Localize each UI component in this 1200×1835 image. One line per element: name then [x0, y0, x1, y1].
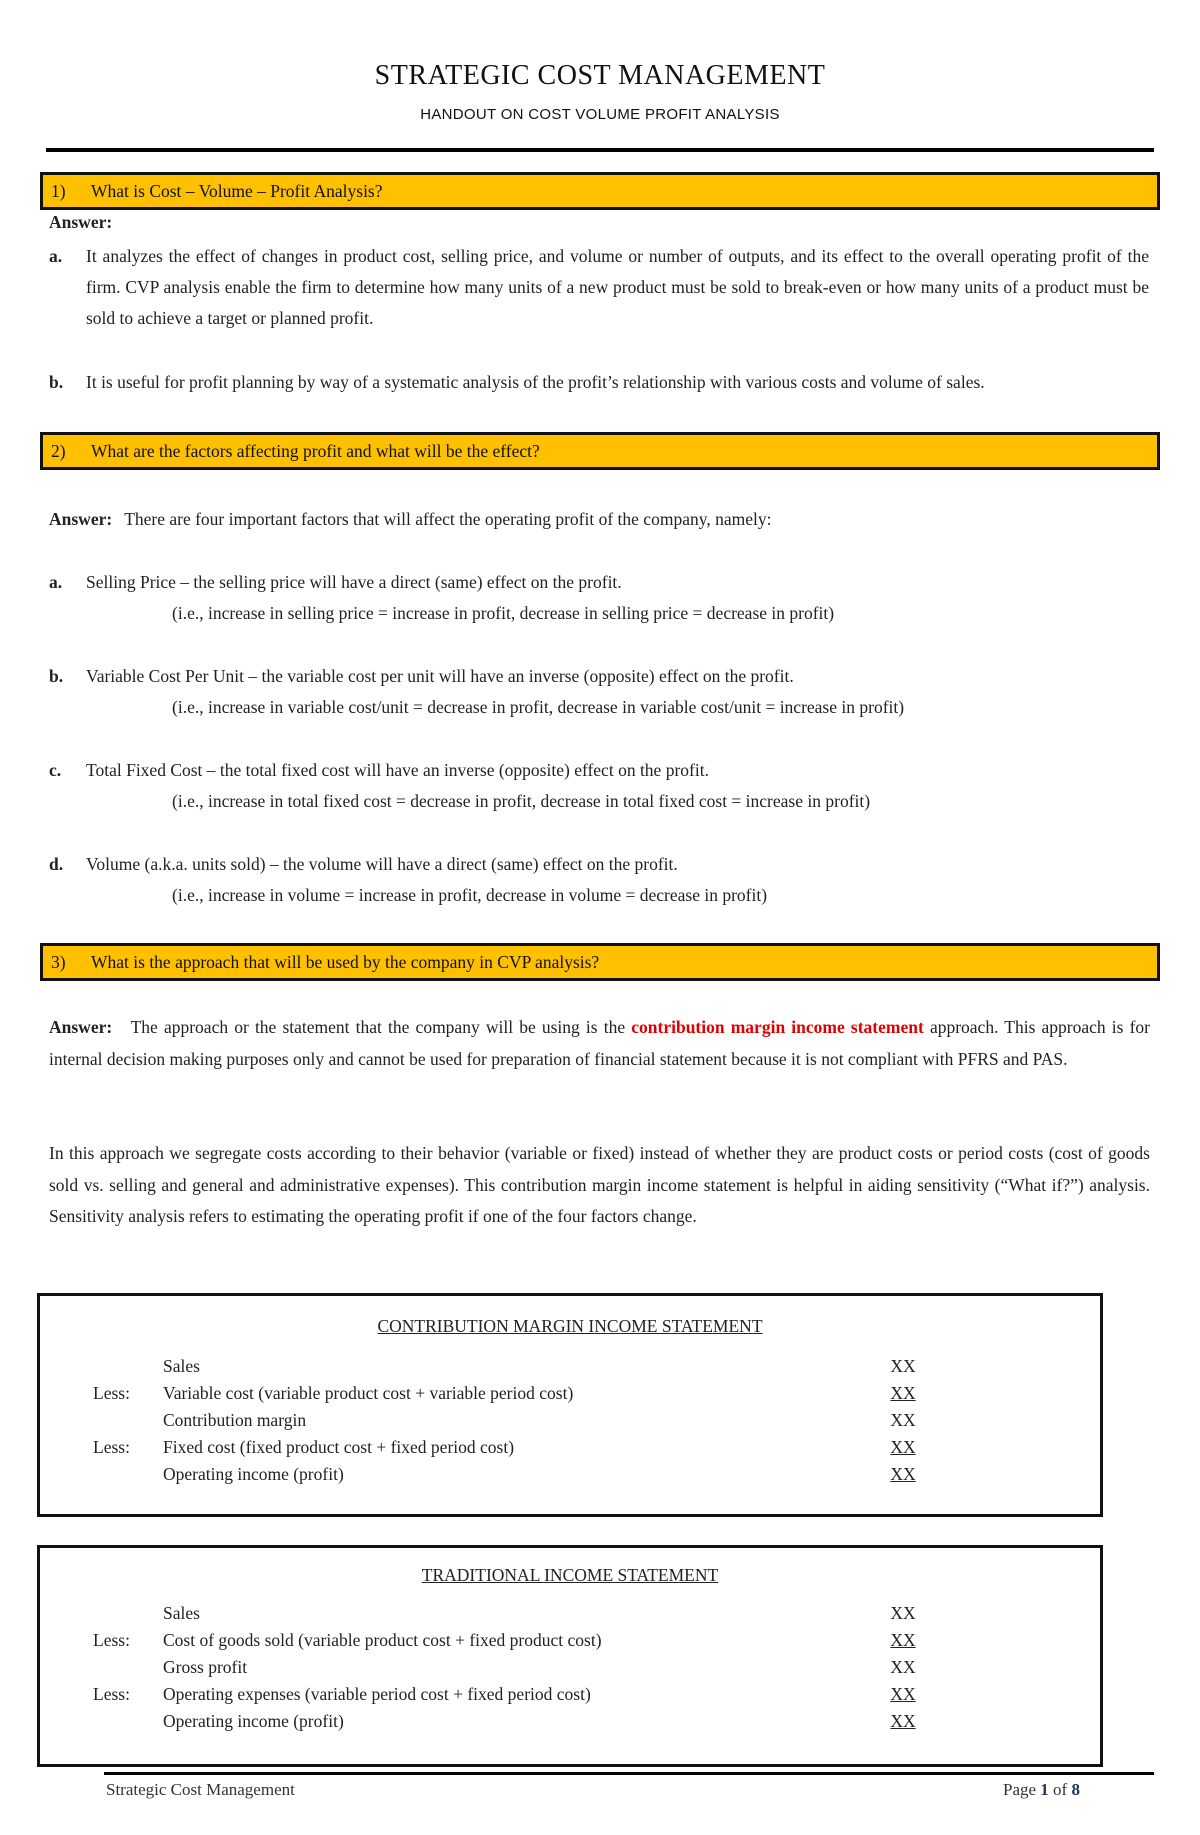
question-1-bar — [40, 172, 1160, 210]
trad-row-amount: XX — [890, 1684, 916, 1704]
q2-answer — [49, 504, 1149, 535]
cm-row-amount: XX — [890, 1437, 916, 1457]
trad-row-amount: XX — [890, 1630, 916, 1650]
q1-item-b — [49, 367, 1149, 398]
q2-item-b-label: b. — [49, 666, 64, 686]
footer-course-name: Strategic Cost Management — [106, 1780, 295, 1799]
document-subtitle: HANDOUT ON COST VOLUME PROFIT ANALYSIS — [420, 106, 780, 123]
cm-row-desc: Contribution margin — [163, 1410, 307, 1430]
q2-item-c — [49, 755, 1149, 786]
trad-row-less: Less: — [93, 1630, 130, 1650]
footer-page-number — [1003, 1780, 1080, 1800]
question-3-bar — [40, 943, 1160, 981]
q2-item-b — [49, 661, 1149, 692]
footer-page-total: 8 — [1071, 1780, 1080, 1799]
trad-row-desc: Sales — [163, 1603, 200, 1623]
q2-item-d-example: (i.e., increase in volume = increase in profit, decrease in volume = decrease in profit) — [172, 885, 768, 905]
cm-statement-title: CONTRIBUTION MARGIN INCOME STATEMENT — [377, 1316, 763, 1336]
question-3-text: What is the approach that will be used by the company in CVP analysis? — [91, 951, 600, 972]
document-title: STRATEGIC COST MANAGEMENT — [374, 60, 826, 91]
cm-row-desc: Operating income (profit) — [163, 1464, 344, 1484]
q2-item-c-example: (i.e., increase in total fixed cost = decrease in profit, decrease in total fixed cost = increase in profit) — [172, 791, 871, 811]
trad-row-operating-expenses — [40, 1684, 1100, 1711]
cm-row-amount: XX — [890, 1356, 916, 1376]
trad-row-operating-income — [40, 1711, 1100, 1738]
q3-answer-highlight: contribution margin income statement — [631, 1017, 924, 1037]
cm-row-desc: Variable cost (variable product cost + variable period cost) — [163, 1383, 574, 1403]
trad-row-amount: XX — [890, 1657, 916, 1677]
trad-row-sales — [40, 1603, 1100, 1630]
cm-row-sales — [40, 1356, 1100, 1383]
q3-answer-paragraph — [49, 1012, 1150, 1075]
cm-row-contribution-margin — [40, 1410, 1100, 1437]
q3-answer-label: Answer: — [49, 1017, 113, 1037]
footer-page-current: 1 — [1040, 1780, 1049, 1799]
q2-item-c-label: c. — [49, 760, 62, 780]
cm-row-desc: Fixed cost (fixed product cost + fixed period cost) — [163, 1437, 515, 1457]
cm-row-operating-income — [40, 1464, 1100, 1491]
cm-row-amount: XX — [890, 1464, 916, 1484]
cm-row-fixed-cost — [40, 1437, 1100, 1464]
question-1-number: 1) — [51, 180, 66, 201]
footer-page-word: Page — [1003, 1780, 1037, 1799]
cm-row-variable-cost — [40, 1383, 1100, 1410]
cm-row-desc: Sales — [163, 1356, 200, 1376]
question-1-text: What is Cost – Volume – Profit Analysis? — [91, 180, 383, 201]
q2-item-a — [49, 567, 1149, 598]
q2-item-d-label: d. — [49, 854, 64, 874]
q2-answer-text: There are four important factors that will affect the operating profit of the company, namely: — [124, 509, 772, 529]
trad-row-desc: Operating income (profit) — [163, 1711, 344, 1731]
trad-row-desc: Gross profit — [163, 1657, 248, 1677]
question-2-number: 2) — [51, 440, 66, 461]
header-divider — [46, 148, 1154, 152]
trad-row-desc: Operating expenses (variable period cost + fixed period cost) — [163, 1684, 591, 1704]
trad-row-desc: Cost of goods sold (variable product cost + fixed product cost) — [163, 1630, 602, 1650]
q1-answer-label: Answer: — [49, 212, 113, 232]
trad-row-amount: XX — [890, 1711, 916, 1731]
q1-item-a-text: It analyzes the effect of changes in product cost, selling price, and volume or number of outputs, and its effect to the overall operating profit of the firm. CVP analysis enable the firm to determine how many units of a new product must be sold to break-even or how many units of a product must be sold to achieve a target or planned profit. — [86, 246, 1149, 328]
traditional-income-statement-box — [37, 1545, 1103, 1767]
traditional-statement-title: TRADITIONAL INCOME STATEMENT — [421, 1565, 719, 1585]
q2-item-c-text: Total Fixed Cost – the total fixed cost will have an inverse (opposite) effect on the profit. — [86, 760, 709, 780]
q1-item-b-text: It is useful for profit planning by way of a systematic analysis of the profit’s relationship with various costs and volume of sales. — [86, 372, 985, 392]
q1-item-a — [49, 241, 1149, 334]
question-3-number: 3) — [51, 951, 66, 972]
trad-row-cogs — [40, 1630, 1100, 1657]
question-2-text: What are the factors affecting profit and what will be the effect? — [91, 440, 540, 461]
q3-answer-pre: The approach or the statement that the company will be using is the — [130, 1017, 626, 1037]
q3-explanation-paragraph: In this approach we segregate costs according to their behavior (variable or fixed) instead of whether they are product costs or period costs (cost of goods sold vs. selling and general and administrative expenses). This contribution margin income statement is helpful in aiding sensitivity (“What if?”) analysis. Sensitivity analysis refers to estimating the operating profit if one of the four factors change. — [49, 1143, 1150, 1226]
q2-answer-label: Answer: — [49, 509, 113, 529]
cm-row-amount: XX — [890, 1410, 916, 1430]
q2-item-a-example: (i.e., increase in selling price = increase in profit, decrease in selling price = decrease in profit) — [172, 603, 835, 623]
footer-divider — [104, 1772, 1154, 1775]
q2-item-a-label: a. — [49, 572, 63, 592]
q2-item-b-text: Variable Cost Per Unit – the variable cost per unit will have an inverse (opposite) effect on the profit. — [86, 666, 794, 686]
q1-item-a-label: a. — [49, 246, 63, 266]
q2-item-d — [49, 849, 1149, 880]
trad-row-amount: XX — [890, 1603, 916, 1623]
q3-answer-post: approach. This approach is for internal decision making purposes only and cannot be used for preparation of financial statement because it is not compliant with PFRS and PAS. — [49, 1017, 1150, 1069]
cm-row-less: Less: — [93, 1437, 130, 1457]
cm-row-amount: XX — [890, 1383, 916, 1403]
question-2-bar — [40, 432, 1160, 470]
q1-item-b-label: b. — [49, 372, 64, 392]
trad-row-gross-profit — [40, 1657, 1100, 1684]
q2-item-a-text: Selling Price – the selling price will have a direct (same) effect on the profit. — [86, 572, 622, 592]
q2-item-d-text: Volume (a.k.a. units sold) – the volume will have a direct (same) effect on the profit. — [86, 854, 678, 874]
cm-income-statement-box — [37, 1293, 1103, 1517]
footer-of-word: of — [1053, 1780, 1068, 1799]
q2-item-b-example: (i.e., increase in variable cost/unit = decrease in profit, decrease in variable cost/unit = increase in profit) — [172, 697, 905, 717]
cm-row-less: Less: — [93, 1383, 130, 1403]
trad-row-less: Less: — [93, 1684, 130, 1704]
